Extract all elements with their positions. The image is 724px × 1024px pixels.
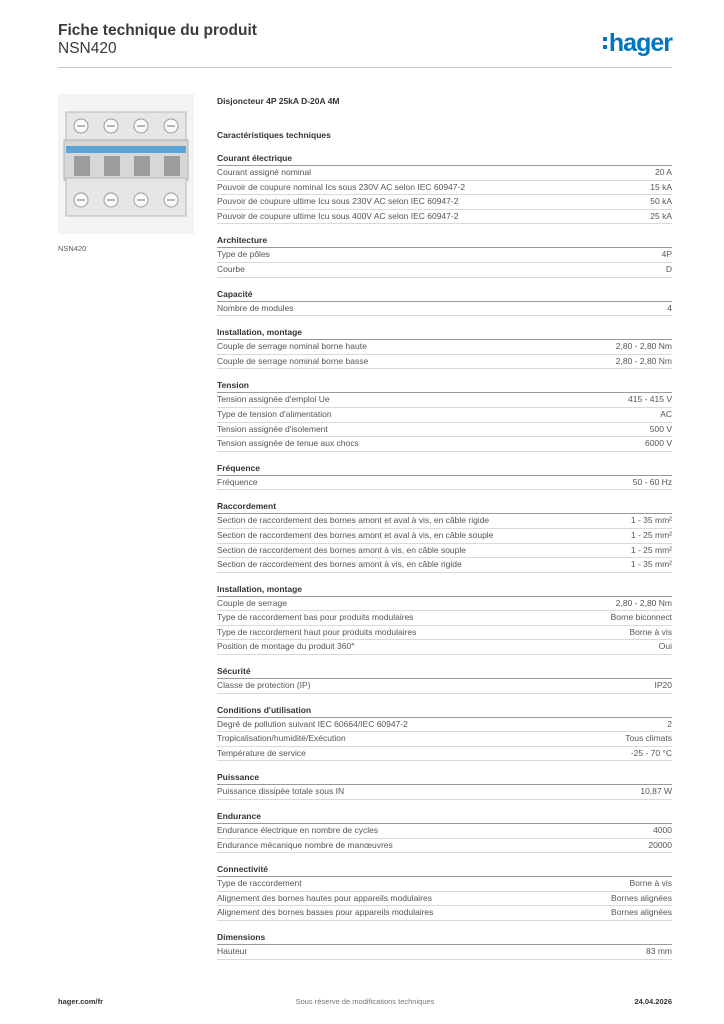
spec-value: 2 bbox=[667, 718, 672, 729]
section-title: Capacité bbox=[217, 288, 672, 302]
spec-label: Nombre de modules bbox=[217, 302, 294, 313]
spec-value: Borne à vis bbox=[629, 878, 672, 889]
section-title: Tension bbox=[217, 379, 672, 393]
section-title: Courant électrique bbox=[217, 152, 672, 166]
spec-row bbox=[217, 210, 672, 225]
spec-label: Tension assignée d'isolement bbox=[217, 423, 328, 434]
spec-label: Couple de serrage bbox=[217, 597, 287, 608]
section-title: Puissance bbox=[217, 771, 672, 785]
spec-row bbox=[217, 611, 672, 626]
circuit-breaker-icon bbox=[58, 94, 194, 234]
header-divider bbox=[58, 67, 672, 68]
spec-value: -25 - 70 °C bbox=[630, 747, 672, 758]
spec-label: Degré de pollution suivant IEC 60664/IEC 60947-2 bbox=[217, 718, 408, 729]
spec-label: Tropicalisation/humidité/Exécution bbox=[217, 733, 346, 744]
image-caption: NSN420 bbox=[58, 244, 87, 253]
page-header bbox=[58, 22, 672, 70]
logo-wordmark: hager bbox=[608, 29, 672, 57]
spec-row bbox=[217, 824, 672, 839]
spec-row bbox=[217, 679, 672, 694]
spec-row bbox=[217, 892, 672, 907]
spec-label: Endurance électrique en nombre de cycles bbox=[217, 825, 379, 836]
spec-value: IP20 bbox=[654, 680, 672, 691]
spec-value: 2,80 - 2,80 Nm bbox=[615, 355, 672, 366]
spec-value: 83 mm bbox=[646, 946, 672, 956]
spec-value: 1 - 35 mm² bbox=[630, 559, 672, 570]
spec-row bbox=[217, 558, 672, 573]
section-title: Installation, montage bbox=[217, 583, 672, 597]
spec-section bbox=[217, 500, 672, 572]
spec-section bbox=[217, 379, 672, 451]
spec-row bbox=[217, 393, 672, 408]
product-description: Disjoncteur 4P 25kA D-20A 4M bbox=[217, 96, 340, 106]
spec-row bbox=[217, 640, 672, 655]
spec-label: Couple de serrage nominal borne basse bbox=[217, 355, 369, 366]
spec-value: 4P bbox=[661, 249, 672, 260]
spec-value: Oui bbox=[658, 641, 672, 652]
spec-label: Position de montage du produit 360° bbox=[217, 641, 355, 652]
footer-date: 24.04.2026 bbox=[634, 997, 672, 1006]
spec-row bbox=[217, 302, 672, 317]
spec-section bbox=[217, 462, 672, 491]
spec-section bbox=[217, 288, 672, 317]
spec-label: Classe de protection (IP) bbox=[217, 680, 311, 691]
spec-row bbox=[217, 839, 672, 854]
spec-label: Tension assignée de tenue aux chocs bbox=[217, 438, 359, 449]
spec-row bbox=[217, 340, 672, 355]
spec-value: 500 V bbox=[649, 423, 672, 434]
spec-label: Hauteur bbox=[217, 946, 248, 956]
spec-section bbox=[217, 704, 672, 762]
spec-value: 10,87 W bbox=[640, 786, 672, 797]
spec-label: Alignement des bornes basses pour appareils modulaires bbox=[217, 907, 434, 918]
spec-row bbox=[217, 437, 672, 452]
spec-label: Section de raccordement des bornes amont à vis, en câble souple bbox=[217, 544, 467, 555]
spec-value: 1 - 35 mm² bbox=[630, 515, 672, 526]
spec-row bbox=[217, 476, 672, 491]
spec-row bbox=[217, 597, 672, 612]
spec-value: Tous climats bbox=[625, 733, 672, 744]
spec-value: 4000 bbox=[653, 825, 672, 836]
spec-row bbox=[217, 355, 672, 370]
spec-section bbox=[217, 931, 672, 960]
spec-label: Type de raccordement haut pour produits modulaires bbox=[217, 626, 417, 637]
section-title: Raccordement bbox=[217, 500, 672, 514]
section-title: Fréquence bbox=[217, 462, 672, 476]
spec-value: 6000 V bbox=[645, 438, 672, 449]
spec-label: Fréquence bbox=[217, 476, 258, 487]
spec-row bbox=[217, 785, 672, 800]
logo-mark-icon bbox=[603, 34, 607, 52]
section-title: Architecture bbox=[217, 234, 672, 248]
spec-value: Bornes alignées bbox=[611, 907, 672, 918]
spec-row bbox=[217, 945, 672, 960]
spec-label: Section de raccordement des bornes amont à vis, en câble rigide bbox=[217, 559, 462, 570]
spec-value: AC bbox=[660, 408, 672, 419]
footer-disclaimer: Sous réserve de modifications techniques bbox=[295, 997, 435, 1006]
spec-row bbox=[217, 423, 672, 438]
spec-row bbox=[217, 626, 672, 641]
spec-label: Section de raccordement des bornes amont et aval à vis, en câble rigide bbox=[217, 515, 490, 526]
spec-label: Alignement des bornes hautes pour appareils modulaires bbox=[217, 892, 432, 903]
spec-value: 1 - 25 mm² bbox=[630, 544, 672, 555]
spec-section bbox=[217, 665, 672, 694]
spec-row bbox=[217, 408, 672, 423]
spec-row bbox=[217, 906, 672, 921]
spec-label: Type de pôles bbox=[217, 249, 270, 260]
section-title: Endurance bbox=[217, 810, 672, 824]
spec-value: 2,80 - 2,80 Nm bbox=[615, 597, 672, 608]
spec-section bbox=[217, 234, 672, 277]
spec-section bbox=[217, 810, 672, 853]
spec-label: Courant assigné nominal bbox=[217, 167, 312, 177]
spec-label: Type de raccordement bas pour produits modulaires bbox=[217, 612, 414, 623]
page-footer bbox=[58, 997, 672, 1009]
spec-label: Température de service bbox=[217, 747, 306, 758]
spec-value: 4 bbox=[667, 302, 672, 313]
section-title: Installation, montage bbox=[217, 326, 672, 340]
spec-label: Type de tension d'alimentation bbox=[217, 408, 332, 419]
spec-row bbox=[217, 732, 672, 747]
section-title: Connectivité bbox=[217, 863, 672, 877]
spec-label: Couple de serrage nominal borne haute bbox=[217, 341, 367, 352]
spec-label: Pouvoir de coupure ultime Icu sous 230V AC selon IEC 60947-2 bbox=[217, 196, 459, 207]
spec-value: D bbox=[665, 263, 672, 274]
product-image bbox=[58, 94, 194, 234]
spec-section bbox=[217, 152, 672, 224]
spec-value: 50 kA bbox=[650, 196, 672, 207]
spec-label: Tension assignée d'emploi Ue bbox=[217, 394, 330, 405]
spec-value: 1 - 25 mm² bbox=[630, 529, 672, 540]
spec-row bbox=[217, 514, 672, 529]
spec-section bbox=[217, 771, 672, 800]
spec-row bbox=[217, 195, 672, 210]
spec-label: Puissance dissipée totale sous IN bbox=[217, 786, 345, 797]
spec-label: Section de raccordement des bornes amont et aval à vis, en câble souple bbox=[217, 529, 494, 540]
spec-value: Borne à vis bbox=[629, 626, 672, 637]
spec-value: 50 - 60 Hz bbox=[632, 476, 672, 487]
section-title: Sécurité bbox=[217, 665, 672, 679]
spec-value: 20000 bbox=[648, 839, 672, 850]
section-title: Conditions d'utilisation bbox=[217, 704, 672, 718]
product-reference: NSN420 bbox=[58, 40, 117, 57]
spec-section bbox=[217, 326, 672, 369]
spec-row bbox=[217, 877, 672, 892]
spec-section bbox=[217, 863, 672, 921]
spec-label: Pouvoir de coupure nominal Ics sous 230V AC selon IEC 60947-2 bbox=[217, 181, 466, 192]
footer-website: hager.com/fr bbox=[58, 997, 104, 1006]
spec-value: 20 A bbox=[654, 167, 672, 177]
spec-value: 2,80 - 2,80 Nm bbox=[615, 341, 672, 352]
spec-value: Bornes alignées bbox=[611, 892, 672, 903]
spec-row bbox=[217, 747, 672, 762]
specifications-panel bbox=[217, 94, 672, 960]
spec-value: 415 - 415 V bbox=[628, 394, 672, 405]
hager-logo bbox=[603, 30, 672, 56]
spec-label: Endurance mécanique nombre de manœuvres bbox=[217, 839, 393, 850]
spec-sections bbox=[217, 152, 672, 960]
spec-label: Pouvoir de coupure ultime Icu sous 400V AC selon IEC 60947-2 bbox=[217, 210, 459, 221]
document-title: Fiche technique du produit bbox=[58, 22, 257, 39]
technical-characteristics-title: Caractéristiques techniques bbox=[217, 130, 331, 140]
spec-value: Borne biconnect bbox=[610, 612, 672, 623]
spec-value: 15 kA bbox=[650, 181, 672, 192]
spec-row bbox=[217, 544, 672, 559]
spec-section bbox=[217, 583, 672, 655]
spec-row bbox=[217, 248, 672, 263]
spec-label: Type de raccordement bbox=[217, 878, 302, 889]
section-title: Dimensions bbox=[217, 931, 672, 945]
spec-row bbox=[217, 166, 672, 181]
spec-value: 25 kA bbox=[650, 210, 672, 221]
spec-row bbox=[217, 181, 672, 196]
spec-row bbox=[217, 263, 672, 278]
spec-row bbox=[217, 718, 672, 733]
spec-label: Courbe bbox=[217, 263, 245, 274]
spec-row bbox=[217, 529, 672, 544]
